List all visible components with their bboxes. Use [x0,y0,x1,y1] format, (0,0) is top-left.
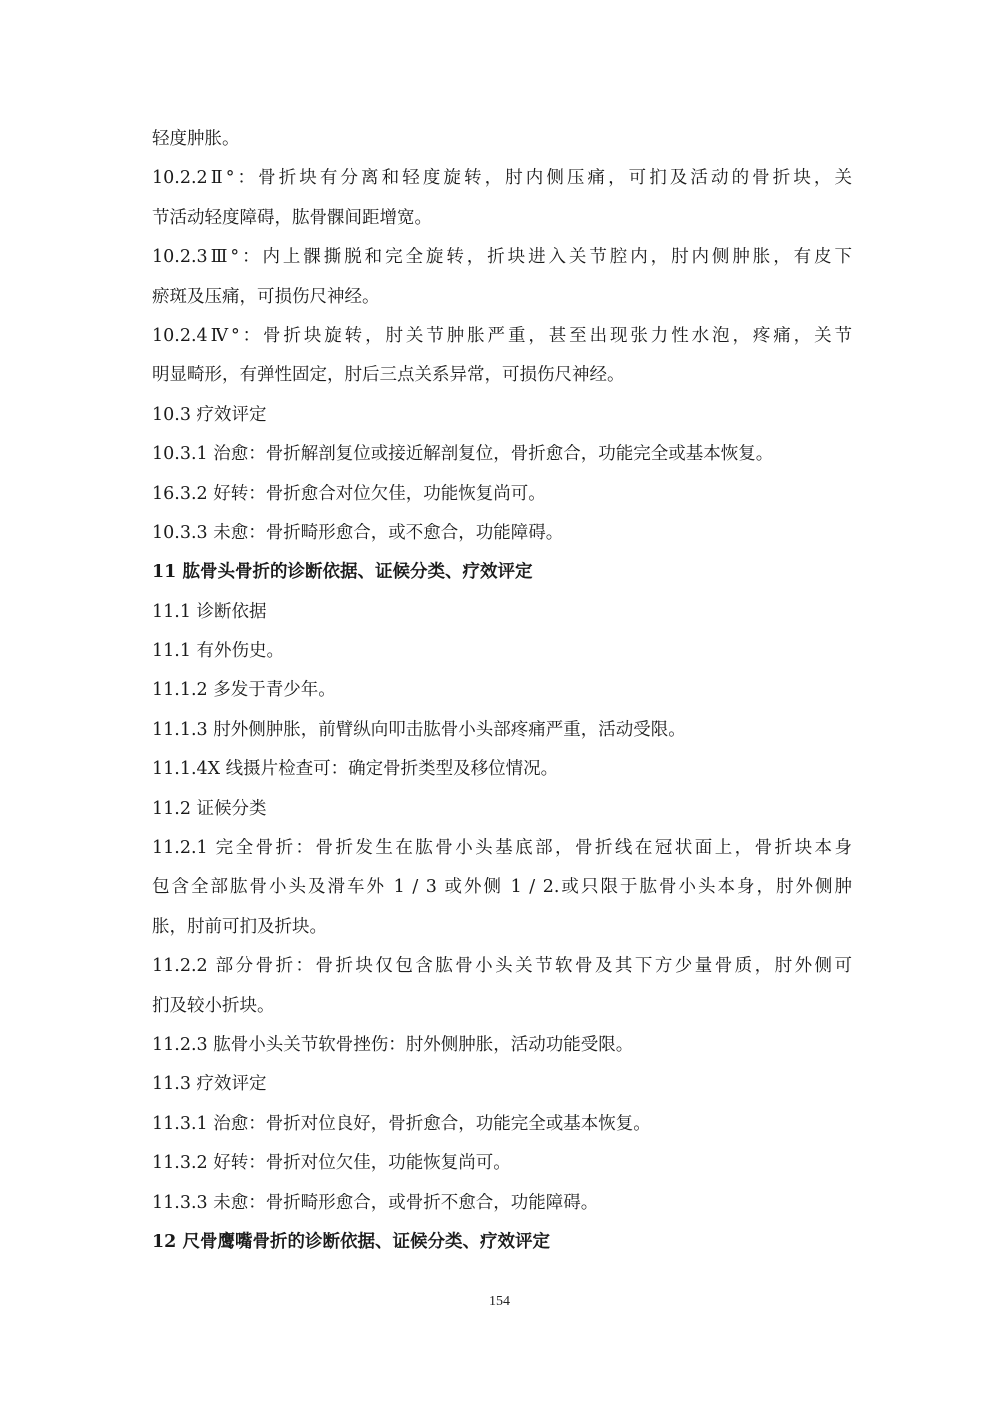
text-line-11-1-3: 11.1.3 肘外侧肿胀，前臂纵向叩击肱骨小头部疼痛严重，活动受限。 [152,719,686,740]
text-line-11-3-3: 11.3.3 未愈：骨折畸形愈合，或骨折不愈合，功能障碍。 [152,1192,599,1213]
text-line-continuation: 瘀斑及压痛，可损伤尺神经。 [152,286,380,307]
subheading-11-3: 11.3 疗效评定 [152,1074,267,1095]
text-line-10-3-1: 10.3.1 治愈：骨折解剖复位或接近解剖复位，骨折愈合，功能完全或基本恢复。 [152,444,774,465]
text-line-16-3-2: 16.3.2 好转：骨折愈合对位欠佳，功能恢复尚可。 [152,483,546,504]
text-line-10-2-3: 10.2.3Ⅲ°：内上髁撕脱和完全旋转，折块进入关节腔内，肘内侧肿胀，有皮下 [152,247,852,268]
text-line-11-3-2: 11.3.2 好转：骨折对位欠佳，功能恢复尚可。 [152,1153,511,1174]
text-line-11-1: 11.1 有外伤史。 [152,641,285,662]
text-line-11-2-2: 11.2.2 部分骨折：骨折块仅包含肱骨小头关节软骨及其下方少量骨质，肘外侧可 [152,956,852,977]
subheading-11-1: 11.1 诊断依据 [152,601,267,622]
subheading-10-3: 10.3 疗效评定 [152,404,267,425]
text-line-continuation: 节活动轻度障碍，肱骨髁间距增宽。 [152,207,432,228]
section-heading-12: 12 尺骨鹰嘴骨折的诊断依据、证候分类、疗效评定 [152,1231,550,1252]
text-line-continuation: 轻度肿胀。 [152,129,240,149]
text-line-11-1-2: 11.1.2 多发于青少年。 [152,680,336,701]
text-line-11-1-4: 11.1.4X 线摄片检查可：确定骨折类型及移位情况。 [152,759,559,780]
text-line-10-3-3: 10.3.3 未愈：骨折畸形愈合，或不愈合，功能障碍。 [152,522,564,543]
section-heading-11: 11 肱骨头骨折的诊断依据、证候分类、疗效评定 [152,562,533,583]
text-line-continuation: 明显畸形，有弹性固定，肘后三点关系异常，可损伤尺神经。 [152,365,625,386]
text-line-10-2-2: 10.2.2Ⅱ°：骨折块有分离和轻度旋转，肘内侧压痛，可扪及活动的骨折块，关 [152,168,852,189]
body-text [152,120,852,1262]
text-line-11-2-1: 11.2.1 完全骨折：骨折发生在肱骨小头基底部，骨折线在冠状面上，骨折块本身 [152,838,852,859]
page-number: 154 [489,1294,510,1309]
text-line-continuation: 胀，肘前可扪及折块。 [152,916,327,937]
text-line-continuation: 扪及较小折块。 [152,995,275,1016]
text-line-11-2-3: 11.2.3 肱骨小头关节软骨挫伤：肘外侧肿胀，活动功能受限。 [152,1034,634,1055]
subheading-11-2: 11.2 证候分类 [152,798,267,819]
text-line-11-3-1: 11.3.1 治愈：骨折对位良好，骨折愈合，功能完全或基本恢复。 [152,1113,651,1134]
text-line-continuation: 包含全部肱骨小头及滑车外 1 / 3 或外侧 1 / 2.或只限于肱骨小头本身，肘外侧肿 [152,877,852,898]
text-line-10-2-4: 10.2.4Ⅳ°：骨折块旋转，肘关节肿胀严重，甚至出现张力性水泡，疼痛，关节 [152,325,852,346]
